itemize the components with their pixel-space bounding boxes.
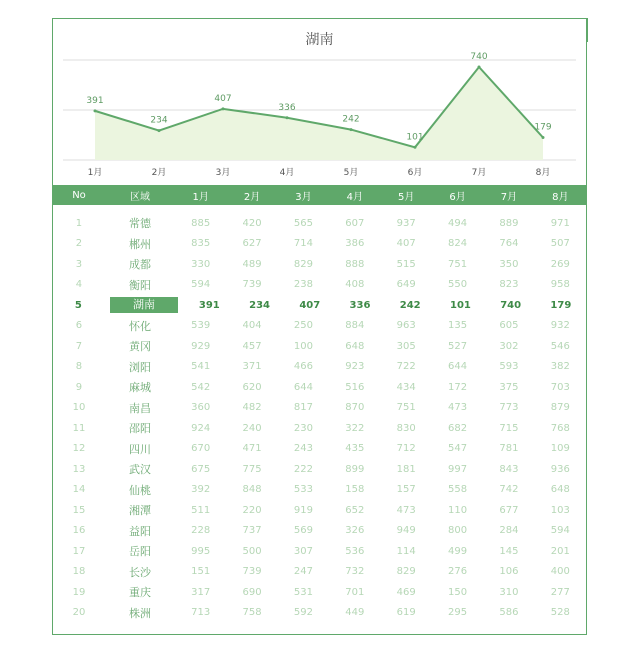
x-tick-label: 8月 (535, 168, 551, 178)
table-spacer (53, 205, 586, 213)
row-number: 19 (72, 586, 86, 598)
table-cell: 350 (499, 258, 519, 270)
table-cell: 594 (191, 279, 211, 291)
column-header[interactable]: 2月 (243, 191, 261, 203)
table-cell: 158 (345, 484, 365, 496)
table-cell: 326 (345, 525, 365, 537)
row-number: 10 (72, 402, 86, 414)
table-cell: 870 (345, 402, 365, 414)
table-cell: 722 (396, 361, 416, 373)
column-header[interactable]: 1月 (192, 191, 209, 203)
table-cell: 469 (396, 586, 416, 598)
data-label: 242 (342, 114, 360, 125)
table-cell: 885 (191, 217, 211, 229)
table-cell: 466 (293, 361, 313, 373)
table-cell: 114 (396, 545, 416, 557)
table-cell: 499 (447, 545, 468, 557)
x-tick-label: 3月 (215, 168, 231, 178)
row-number: 8 (75, 361, 83, 373)
table-cell: 751 (447, 258, 468, 270)
column-header[interactable]: 6月 (449, 191, 466, 203)
table-row[interactable] (53, 582, 586, 603)
table-cell: 817 (293, 402, 313, 414)
region-name[interactable]: 武汉 (128, 463, 151, 477)
row-number: 18 (72, 566, 86, 578)
table-cell: 644 (447, 361, 468, 373)
data-point (222, 107, 225, 110)
table-cell: 527 (447, 340, 468, 352)
table-cell: 494 (447, 217, 468, 229)
table-cell: 222 (293, 463, 313, 475)
table-cell: 971 (550, 217, 570, 229)
table-cell: 739 (242, 279, 262, 291)
table-cell: 240 (242, 422, 262, 434)
table-row[interactable] (53, 459, 586, 480)
table-cell: 690 (242, 586, 262, 598)
row-number: 12 (72, 443, 86, 455)
region-name[interactable]: 郴州 (128, 237, 151, 251)
row-number: 1 (75, 217, 83, 229)
table-cell: 932 (550, 320, 570, 332)
table-cell: 620 (242, 381, 262, 393)
table-cell: 172 (447, 381, 468, 393)
row-number: 2 (75, 238, 83, 250)
table-cell: 277 (550, 586, 570, 598)
table-cell: 392 (191, 484, 211, 496)
region-name[interactable]: 重庆 (128, 586, 151, 600)
column-header[interactable]: 区域 (129, 191, 150, 203)
table-cell: 284 (499, 525, 519, 537)
table-cell: 242 (399, 299, 421, 311)
table-cell: 888 (345, 258, 365, 270)
table-row[interactable] (53, 377, 586, 398)
table-cell: 473 (396, 504, 416, 516)
table-cell: 276 (447, 566, 468, 578)
table-cell: 243 (293, 443, 313, 455)
column-header[interactable]: 3月 (295, 191, 312, 203)
table-cell: 848 (242, 484, 262, 496)
table-cell: 712 (396, 443, 416, 455)
table-row[interactable] (53, 213, 586, 234)
table-cell: 627 (242, 238, 262, 250)
table-cell: 103 (550, 504, 570, 516)
table-row[interactable] (53, 521, 586, 542)
region-name[interactable]: 长沙 (128, 565, 151, 579)
table-cell: 386 (345, 238, 365, 250)
table-cell: 511 (191, 504, 211, 516)
table-cell: 889 (499, 217, 519, 229)
table-cell: 145 (499, 545, 519, 557)
data-point (158, 129, 161, 132)
row-number: 6 (75, 320, 83, 332)
table-cell: 310 (499, 586, 519, 598)
table-cell: 541 (191, 361, 211, 373)
row-number: 20 (72, 607, 86, 619)
data-point (414, 146, 417, 149)
table-cell: 391 (198, 299, 220, 311)
table-cell: 565 (293, 217, 313, 229)
table-cell: 101 (449, 299, 471, 311)
table-cell: 739 (242, 566, 262, 578)
table-cell: 593 (499, 361, 519, 373)
table-cell: 179 (550, 299, 572, 311)
table-row[interactable] (53, 541, 586, 562)
table-cell: 586 (499, 607, 519, 619)
table-row[interactable] (53, 439, 586, 460)
table-cell: 336 (349, 299, 371, 311)
table-cell: 703 (550, 381, 570, 393)
table-row[interactable] (53, 398, 586, 419)
table-cell: 507 (550, 238, 570, 250)
table-cell: 420 (242, 217, 262, 229)
table-cell: 400 (550, 566, 570, 578)
table-cell: 539 (191, 320, 211, 332)
table-cell: 919 (293, 504, 313, 516)
region-name[interactable]: 南昌 (128, 401, 151, 415)
table-cell: 500 (242, 545, 262, 557)
line-area-chart (53, 19, 586, 185)
data-label: 391 (86, 95, 104, 106)
table-cell: 360 (191, 402, 211, 414)
table-cell: 773 (499, 402, 519, 414)
area-fill (95, 67, 543, 160)
table-cell: 740 (500, 299, 522, 311)
chart-title: 湖南 (305, 32, 334, 48)
x-tick-label: 5月 (343, 168, 359, 178)
table-cell: 569 (293, 525, 313, 537)
table-cell: 936 (550, 463, 570, 475)
table-row[interactable] (53, 357, 586, 378)
data-point (286, 116, 289, 119)
table-cell: 322 (345, 422, 365, 434)
table-cell: 135 (447, 320, 468, 332)
x-tick-label: 1月 (87, 168, 103, 178)
table-cell: 228 (191, 525, 211, 537)
region-name[interactable]: 仙桃 (128, 483, 151, 497)
table-cell: 181 (396, 463, 416, 475)
column-header[interactable]: No (72, 189, 86, 201)
table-cell: 829 (396, 566, 416, 578)
table-cell: 100 (293, 340, 313, 352)
table-cell: 829 (293, 258, 313, 270)
region-name[interactable]: 黄冈 (128, 340, 151, 354)
table-cell: 758 (242, 607, 262, 619)
table-cell: 652 (345, 504, 365, 516)
table-cell: 835 (191, 238, 211, 250)
table-cell: 715 (499, 422, 519, 434)
x-tick-label: 4月 (279, 168, 295, 178)
table-cell: 949 (396, 525, 416, 537)
table-cell: 995 (191, 545, 211, 557)
table-row[interactable] (53, 275, 586, 296)
region-name[interactable]: 益阳 (128, 524, 151, 538)
table-row[interactable] (53, 562, 586, 583)
region-name[interactable]: 衡阳 (128, 278, 151, 292)
table-cell: 471 (242, 443, 262, 455)
table-cell: 923 (345, 361, 365, 373)
dashboard-panel (52, 18, 587, 635)
table-cell: 250 (293, 320, 313, 332)
table-row[interactable] (53, 500, 586, 521)
row-number: 4 (75, 279, 83, 291)
table-cell: 542 (191, 381, 211, 393)
table-cell: 151 (191, 566, 211, 578)
table-cell: 605 (499, 320, 519, 332)
table-cell: 701 (345, 586, 365, 598)
region-name[interactable]: 湘潭 (128, 504, 151, 518)
table-cell: 407 (396, 238, 416, 250)
row-number: 16 (72, 525, 86, 537)
table-cell: 457 (242, 340, 262, 352)
table-cell: 649 (396, 279, 416, 291)
table-cell: 247 (293, 566, 313, 578)
column-header[interactable]: 7月 (500, 191, 518, 203)
data-point (478, 66, 481, 69)
x-tick-label: 7月 (471, 168, 487, 178)
table-cell: 449 (345, 607, 365, 619)
table-cell: 473 (447, 402, 468, 414)
region-name[interactable]: 邵阳 (128, 422, 151, 436)
table-cell: 307 (293, 545, 313, 557)
data-label: 740 (470, 52, 488, 62)
row-number: 13 (72, 463, 86, 475)
table-cell: 648 (550, 484, 570, 496)
table-cell: 295 (447, 607, 468, 619)
data-point (94, 109, 97, 112)
data-point (350, 128, 353, 131)
table-cell: 407 (299, 299, 321, 311)
table-cell: 546 (550, 340, 570, 352)
table-cell: 230 (293, 422, 313, 434)
table-cell: 106 (499, 566, 519, 578)
region-name[interactable]: 四川 (128, 442, 151, 456)
row-number: 9 (75, 381, 83, 393)
table-cell: 592 (293, 607, 313, 619)
table-cell: 515 (396, 258, 416, 270)
table-cell: 305 (396, 340, 416, 352)
table-cell: 302 (499, 340, 519, 352)
table-cell: 670 (191, 443, 211, 455)
table-cell: 713 (191, 607, 211, 619)
table-cell: 558 (447, 484, 468, 496)
table-cell: 371 (242, 361, 262, 373)
table-cell: 220 (242, 504, 262, 516)
row-number: 11 (72, 422, 86, 434)
table-cell: 879 (550, 402, 570, 414)
table-cell: 644 (293, 381, 313, 393)
table-cell: 382 (550, 361, 570, 373)
table-cell: 775 (242, 463, 262, 475)
region-name[interactable]: 成都 (128, 258, 151, 272)
table-cell: 238 (293, 279, 313, 291)
region-name[interactable]: 岳阳 (128, 545, 151, 559)
row-number: 17 (72, 545, 86, 557)
table-cell: 404 (242, 320, 262, 332)
table-cell: 533 (293, 484, 313, 496)
table-cell: 234 (249, 299, 270, 311)
table-cell: 157 (396, 484, 416, 496)
table-cell: 884 (345, 320, 365, 332)
table-cell: 714 (293, 238, 313, 250)
row-number: 3 (75, 258, 83, 270)
table-cell: 531 (293, 586, 313, 598)
data-label: 101 (406, 132, 424, 143)
table-row[interactable] (53, 316, 586, 337)
table-cell: 781 (499, 443, 519, 455)
table-row[interactable] (53, 254, 586, 275)
table-cell: 607 (345, 217, 365, 229)
table-cell: 830 (396, 422, 416, 434)
table-cell: 997 (447, 463, 468, 475)
table-cell: 677 (499, 504, 519, 516)
table-cell: 843 (499, 463, 519, 475)
table-cell: 824 (447, 238, 468, 250)
table-header (53, 185, 586, 205)
region-name[interactable]: 怀化 (128, 319, 151, 333)
region-name[interactable]: 浏阳 (128, 360, 151, 374)
table-cell: 317 (191, 586, 211, 598)
table-cell: 109 (550, 443, 570, 455)
table-cell: 201 (550, 545, 570, 557)
table-row[interactable] (53, 480, 586, 501)
data-point (542, 136, 545, 139)
table-cell: 732 (345, 566, 365, 578)
table-cell: 516 (345, 381, 365, 393)
table-cell: 751 (396, 402, 416, 414)
column-header[interactable]: 4月 (346, 191, 363, 203)
row-number: 7 (75, 340, 83, 352)
row-number: 14 (72, 484, 86, 496)
table-cell: 937 (396, 217, 416, 229)
table-cell: 963 (396, 320, 416, 332)
table-cell: 682 (447, 422, 468, 434)
table-cell: 742 (499, 484, 519, 496)
table-cell: 619 (396, 607, 416, 619)
table-cell: 958 (550, 279, 570, 291)
data-label: 407 (214, 93, 232, 104)
table-row[interactable] (53, 418, 586, 439)
table-cell: 435 (345, 443, 365, 455)
table-cell: 408 (345, 279, 365, 291)
table-cell: 550 (447, 279, 468, 291)
table-cell: 648 (345, 340, 365, 352)
table-cell: 929 (191, 340, 211, 352)
column-header[interactable]: 5月 (397, 191, 415, 203)
table-row[interactable] (53, 295, 586, 316)
table-cell: 675 (191, 463, 211, 475)
table-cell: 764 (499, 238, 519, 250)
x-tick-label: 2月 (151, 168, 167, 178)
table-row[interactable] (53, 603, 586, 624)
table-cell: 489 (242, 258, 262, 270)
region-name[interactable]: 株洲 (128, 606, 151, 620)
table-cell: 110 (447, 504, 468, 516)
data-label: 179 (534, 122, 552, 133)
table-cell: 482 (242, 402, 262, 414)
region-name[interactable]: 常德 (128, 217, 151, 231)
table-cell: 899 (345, 463, 365, 475)
region-name[interactable]: 湖南 (110, 297, 178, 313)
region-name[interactable]: 麻城 (128, 381, 151, 395)
table-cell: 330 (191, 258, 211, 270)
table-cell: 823 (499, 279, 519, 291)
table-cell: 594 (550, 525, 570, 537)
table-cell: 547 (447, 443, 468, 455)
table-cell: 737 (242, 525, 262, 537)
table-cell: 269 (550, 258, 570, 270)
data-label: 234 (150, 115, 168, 126)
row-number: 5 (74, 299, 82, 311)
table-cell: 924 (191, 422, 211, 434)
table-cell: 528 (550, 607, 570, 619)
data-table (53, 185, 586, 623)
table-row[interactable] (53, 234, 586, 255)
row-number: 15 (72, 504, 86, 516)
column-header[interactable]: 8月 (552, 191, 569, 203)
table-cell: 536 (345, 545, 365, 557)
table-cell: 375 (499, 381, 519, 393)
table-cell: 768 (550, 422, 570, 434)
x-tick-label: 6月 (407, 168, 423, 178)
data-label: 336 (278, 102, 296, 113)
table-row[interactable] (53, 336, 586, 357)
table-body (53, 205, 586, 623)
table-cell: 800 (447, 525, 468, 537)
table-cell: 150 (447, 586, 468, 598)
table-cell: 434 (396, 381, 416, 393)
